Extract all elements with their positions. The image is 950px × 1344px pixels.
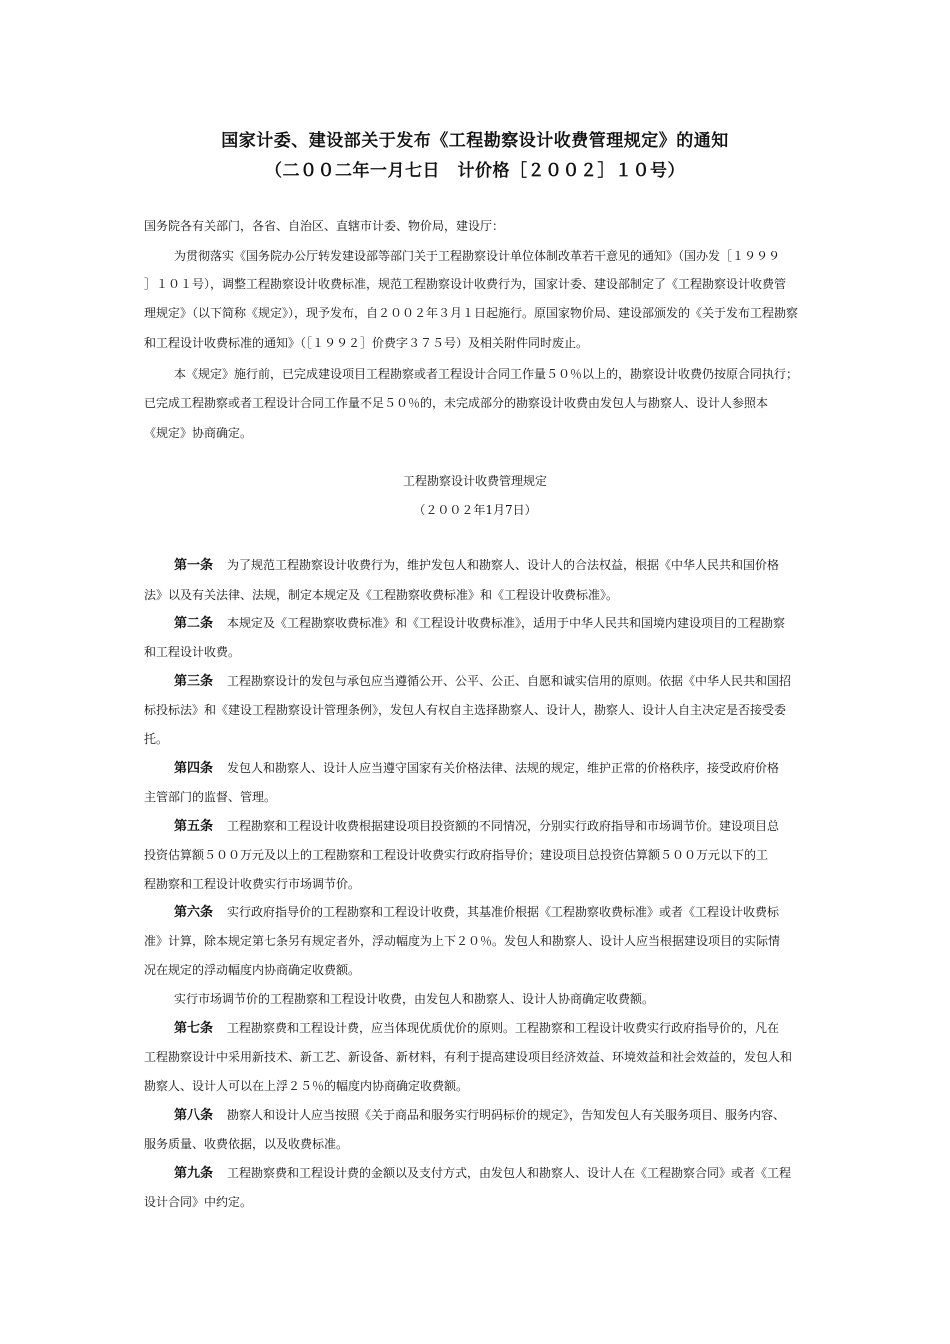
article-first-line [174,760,779,777]
article-label: 第四条 [174,761,214,776]
article-line: 主管部门的监督、管理。 [144,790,277,804]
article-text: 工程勘察费和工程设计费，应当体现优质优价的原则。工程勘察和工程设计收费实行政府指导价的，凡在 [227,1021,780,1035]
article-line: 和工程设计收费。 [144,645,241,659]
article-label: 第五条 [174,819,214,834]
article-first-line [174,1107,785,1124]
paragraph-line: 《规定》协商确定。 [144,426,253,440]
notice-title: 国家计委、建设部关于发布《工程勘察设计收费管理规定》的通知 [221,131,729,151]
article-line: 标投标法》和《建设工程勘察设计管理条例》，发包人有权自主选择勘察人、设计人，勘察人、设计人自主决定是否接受委 [144,703,787,717]
article-line: 勘察人、设计人可以在上浮２５％的幅度内协商确定收费额。 [144,1079,469,1093]
article-label: 第三条 [174,674,214,689]
article-text: 工程勘察费和工程设计费的金额以及支付方式，由发包人和勘察人、设计人在《工程勘察合同》或者《工程 [227,1166,792,1180]
article-line: 设计合同》中约定。 [144,1195,253,1209]
article-line: 法》以及有关法律、法规，制定本规定及《工程勘察收费标准》和《工程设计收费标准》。 [144,588,619,602]
article-first-line [174,1165,791,1182]
article-label: 第二条 [174,616,214,631]
article-text: 为了规范工程勘察设计收费行为，维护发包人和勘察人、设计人的合法权益，根据《中华人民共和国价格 [227,558,780,572]
article-text: 本规定及《工程勘察收费标准》和《工程设计收费标准》，适用于中华人民共和国境内建设项目的工程勘察 [227,616,786,630]
article-line: 工程勘察设计中采用新技术、新工艺、新设备、新材料，有利于提高建设项目经济效益、环境效益和社会效益的，发包人和 [144,1050,793,1064]
article-line: 程勘察和工程设计收费实行市场调节价。 [144,877,361,891]
article-text: 工程勘察和工程设计收费根据建设项目投资额的不同情况，分别实行政府指导和市场调节价。建设项目总 [227,819,780,833]
paragraph-line: 理规定》（以下简称《规定》），现予发布，自２００２年３月１日起施行。原国家物价局、建设部颁发的《关于发布工程勘察 [144,306,799,320]
article-text: 工程勘察设计的发包与承包应当遵循公开、公平、公正、自愿和诚实信用的原则。依据《中华人民共和国招 [227,674,792,688]
article-first-line [174,615,785,632]
paragraph-line: 本《规定》施行前，已完成建设项目工程勘察或者工程设计合同工作量５０％以上的，勘察设计收费仍按原合同执行； [174,367,799,381]
article-line: 服务质量、收费依据，以及收费标准。 [144,1137,349,1151]
article-text: 发包人和勘察人、设计人应当遵守国家有关价格法律、法规的规定，维护正常的价格秩序，接受政府价格 [227,761,780,775]
paragraph-line: ］１０１号），调整工程勘察设计收费标准，规范工程勘察设计收费行为，国家计委、建设部制定了《工程勘察设计收费管 [144,277,787,291]
addressee: 国务院各有关部门，各省、自治区、直辖市计委、物价局，建设厅： [144,219,505,233]
regulation-title: 工程勘察设计收费管理规定 [402,474,547,488]
article-label: 第八条 [174,1108,214,1123]
article-text: 实行政府指导价的工程勘察和工程设计收费，其基准价根据《工程勘察收费标准》或者《工程设计收费标 [227,905,780,919]
paragraph-line: 为贯彻落实《国务院办公厅转发建设部等部门关于工程勘察设计单位体制改革若干意见的通知》（国办发［１９９９ [174,249,781,263]
paragraph-line: 已完成工程勘察或者工程设计合同工作量不足５０％的，未完成部分的勘察设计收费由发包人与勘察人、设计人参照本 [144,396,769,410]
article-first-line [174,557,779,574]
article-label: 第七条 [174,1021,214,1036]
regulation-date: （２００２年1月7日） [413,503,537,517]
article-label: 第六条 [174,905,214,920]
article-label: 第一条 [174,558,214,573]
article-line: 投资估算额５００万元及以上的工程勘察和工程设计收费实行政府指导价；建设项目总投资估算额５００万元以下的工 [144,848,769,862]
article-text: 勘察人和设计人应当按照《关于商品和服务实行明码标价的规定》，告知发包人有关服务项目、服务内容、 [227,1108,786,1122]
paragraph-line: 和工程设计收费标准的通知》（［１９９２］价费字３７５号）及相关附件同时废止。 [144,336,589,350]
article-line: 况在规定的浮动幅度内协商确定收费额。 [144,963,361,977]
article-first-line [174,818,779,835]
notice-subtitle: （二００二年一月七日 计价格［２００２］１０号） [265,161,685,181]
article-label: 第九条 [174,1166,214,1181]
article-first-line [174,673,791,690]
article-first-line [174,1020,779,1037]
article-first-line [174,904,779,921]
article-line: 准》计算，除本规定第七条另有规定者外，浮动幅度为上下２０％。发包人和勘察人、设计人应当根据建设项目的实际情 [144,934,781,948]
paragraph-line: 实行市场调节价的工程勘察和工程设计收费，由发包人和勘察人、设计人协商确定收费额。 [174,992,655,1006]
article-line: 托。 [144,732,169,746]
